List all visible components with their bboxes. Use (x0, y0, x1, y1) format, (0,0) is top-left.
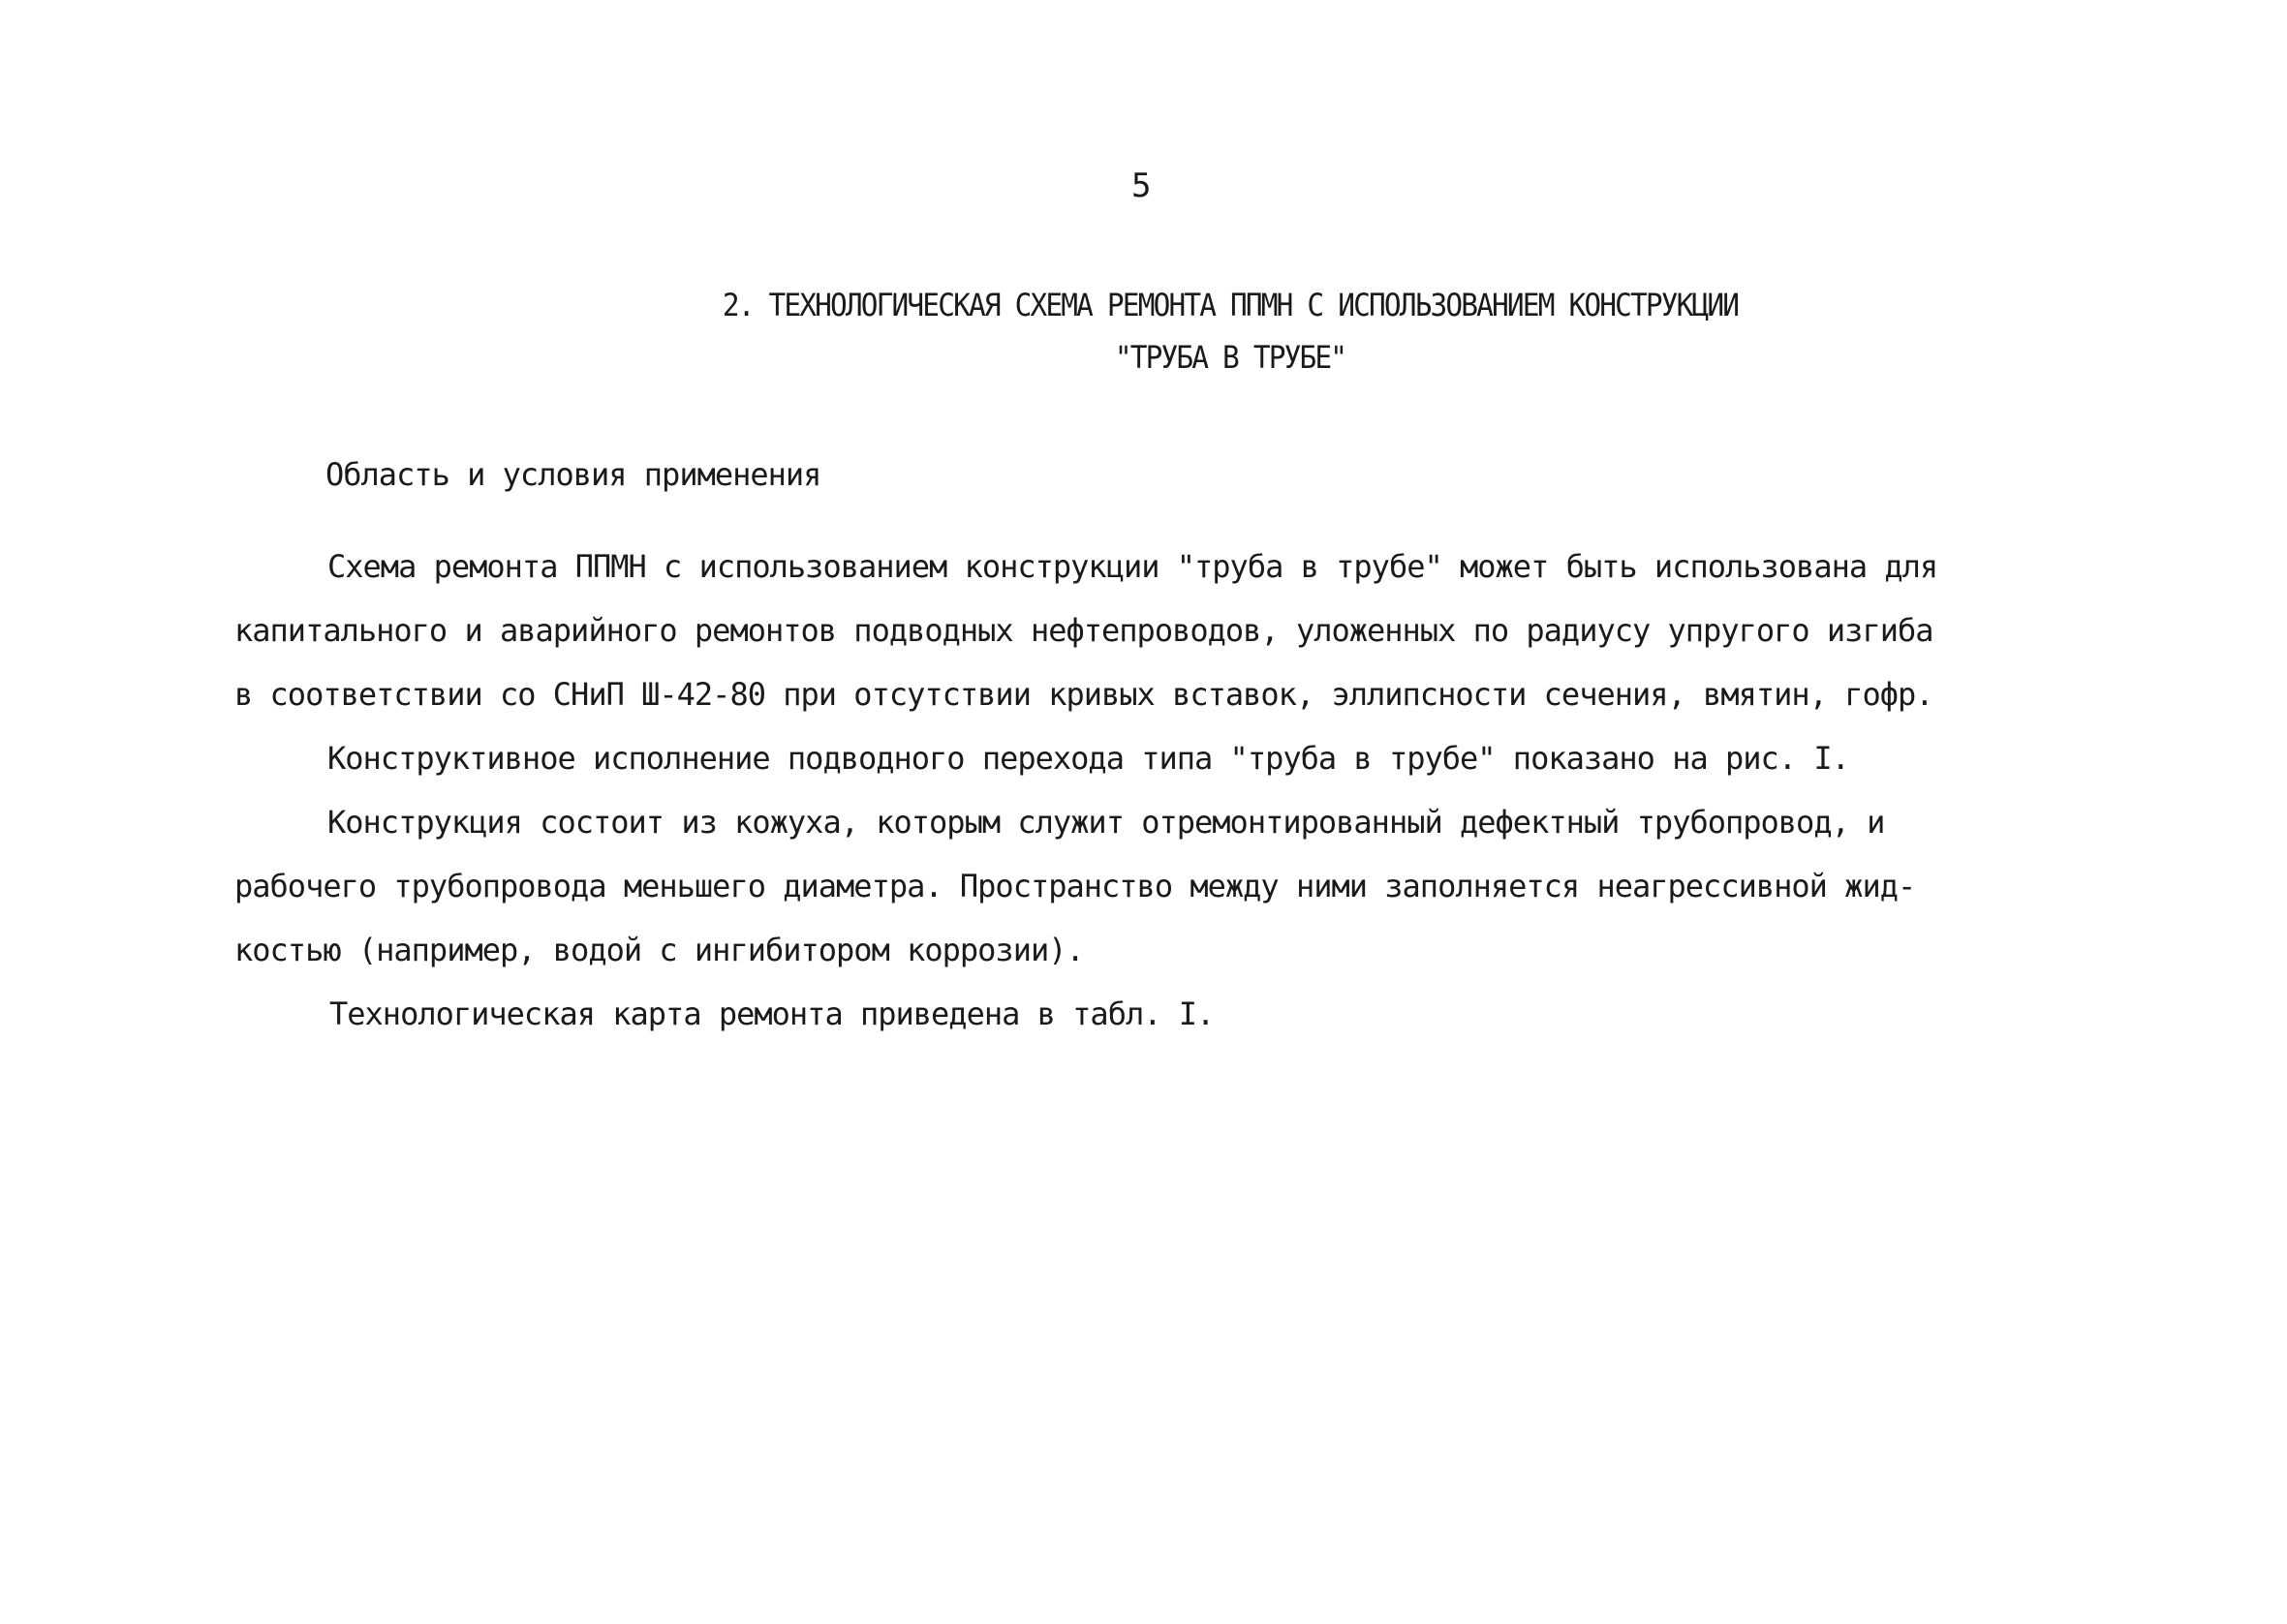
subsection-title: Область и условия применения (325, 456, 821, 493)
paragraph-tech-map (329, 982, 1214, 1046)
text-line: рабочего трубопровода меньшего диаметра. Пространство между ними заполняется неагрессивной жид- (234, 868, 1916, 904)
text-line: Конструктивное исполнение подводного перехода типа "труба в трубе" показано на рис. I. (327, 740, 1849, 777)
paragraph-scope (234, 535, 1937, 726)
section-heading-line-2: "ТРУБА В ТРУБЕ" (1114, 339, 1346, 376)
text-line: в соответствии со СНиП Ш-42-80 при отсутствии кривых вставок, эллипсности сечения, вмятин, гофр. (234, 676, 1933, 713)
text-line: Технологическая карта ремонта приведена в табл. I. (329, 996, 1215, 1032)
paragraph-construction (234, 790, 1915, 982)
section-heading (598, 279, 1863, 383)
text-line: Конструкция состоит из кожуха, которым служит отремонтированный дефектный трубопровод, и (327, 804, 1885, 841)
page-number: 5 (1131, 167, 1152, 205)
section-heading-line-1: 2. ТЕХНОЛОГИЧЕСКАЯ СХЕМА РЕМОНТА ППМН С ИСПОЛЬЗОВАНИЕМ КОНСТРУКЦИИ (722, 287, 1739, 323)
paragraph-design (327, 726, 1849, 790)
text-line: Схема ремонта ППМН с использованием конструкции "труба в трубе" может быть использована для (327, 548, 1938, 585)
text-line: костью (например, водой с ингибитором коррозии). (234, 932, 1084, 968)
text-line: капитального и аварийного ремонтов подводных нефтепроводов, уложенных по радиусу упругого изгиба (234, 612, 1933, 649)
